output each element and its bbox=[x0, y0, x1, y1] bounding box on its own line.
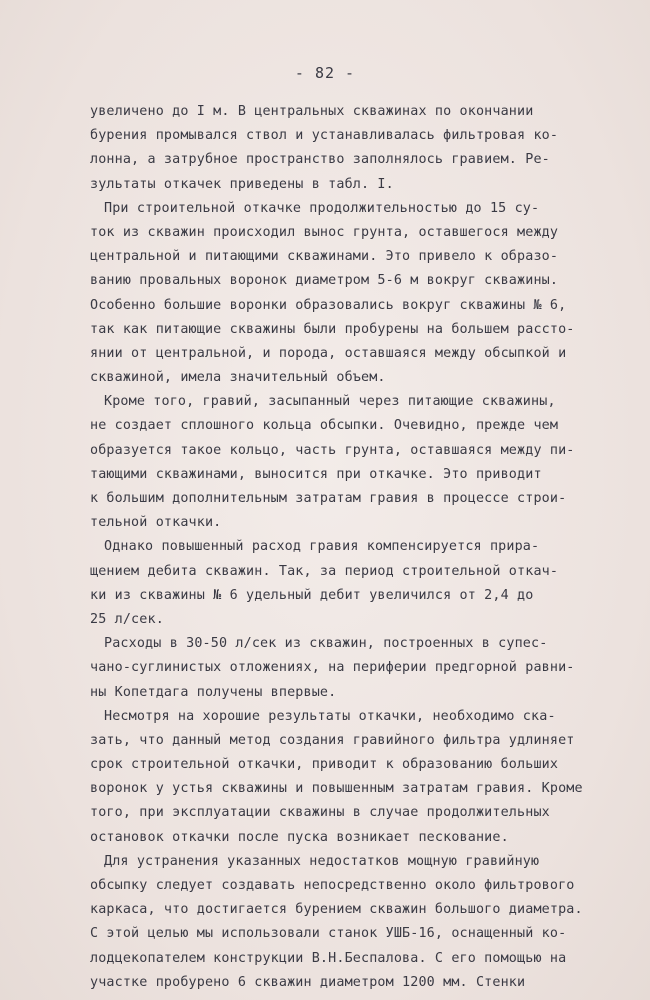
page-number: - 82 - bbox=[294, 64, 356, 82]
text-line: зать, что данный метод создания гравийного фильтра удлиняет bbox=[90, 732, 575, 748]
text-line: к большим дополнительным затратам гравия в процессе строи- bbox=[90, 491, 567, 506]
text-line: каркаса, что достигается бурением скважин большого диаметра. bbox=[90, 902, 583, 918]
text-line: ны Копетдага получены впервые. bbox=[90, 684, 337, 700]
text-line: Расходы в 30-50 л/сек из скважин, построенных в супес- bbox=[104, 636, 548, 652]
text-line: Особенно большие воронки образовались вокруг скважины № 6, bbox=[90, 297, 567, 313]
text-line: скважиной, имела значительный объем. bbox=[90, 370, 386, 386]
text-line: остановок откачки после пуска возникает пескование. bbox=[90, 829, 509, 845]
text-line: Однако повышенный расход гравия компенсируется прира- bbox=[104, 539, 540, 555]
text-line: янии от центральной, и порода, оставшаяся между обсыпкой и bbox=[90, 345, 567, 361]
text-line: воронок у устья скважины и повышенным затратам гравия. Кроме bbox=[90, 781, 583, 797]
text-line: лодцекопателем конструкции В.Н.Беспалова. С его помощью на bbox=[90, 950, 567, 966]
text-line: обсыпку следует создавать непосредственно около фильтрового bbox=[90, 878, 575, 893]
text-line: щением дебита скважин. Так, за период строительной откач- bbox=[90, 563, 559, 579]
text-line: увеличено до I м. В центральных скважинах по окончании bbox=[90, 104, 534, 119]
text-line: тельной откачки. bbox=[90, 515, 222, 531]
text-line: ки из скважины № 6 удельный дебит увеличился от 2,4 до bbox=[90, 587, 534, 603]
text-line: срок строительной откачки, приводит к образованию больших bbox=[90, 757, 559, 773]
text-line: так как питающие скважины были пробурены на большем рассто- bbox=[90, 321, 575, 337]
body-text bbox=[90, 100, 583, 995]
text-line: лонна, а затрубное пространство заполнялось гравием. Ре- bbox=[90, 152, 550, 168]
text-line: Для устранения указанных недостатков мощную гравийную bbox=[104, 853, 540, 869]
text-line: не создает сплошного кольца обсыпки. Очевидно, прежде чем bbox=[90, 418, 559, 434]
text-line: При строительной откачке продолжительностью до 15 су- bbox=[104, 200, 540, 216]
text-line: участке пробурено 6 скважин диаметром 1200 мм. Стенки bbox=[90, 974, 526, 990]
text-line: чано-суглинистых отложениях, на периферии предгорной равни- bbox=[90, 660, 575, 676]
text-line: С этой целью мы использовали станок УШБ-16, оснащенный ко- bbox=[90, 926, 567, 942]
text-line: центральной и питающими скважинами. Это привело к образо- bbox=[90, 249, 559, 265]
text-line: ванию провальных воронок диаметром 5-6 м вокруг скважины. bbox=[90, 273, 559, 289]
text-line: Кроме того, гравий, засыпанный через питающие скважины, bbox=[104, 394, 556, 410]
text-line: 25 л/сек. bbox=[90, 611, 164, 627]
text-line: того, при эксплуатации скважины в случае продолжительных bbox=[90, 805, 550, 821]
text-line: тающими скважинами, выносится при откачке. Это приводит bbox=[90, 466, 542, 482]
text-line: Несмотря на хорошие результаты откачки, необходимо ска- bbox=[104, 708, 556, 724]
text-line: зультаты откачек приведены в табл. I. bbox=[90, 176, 394, 192]
text-line: бурения промывался ствол и устанавливалась фильтровая ко- bbox=[90, 128, 559, 144]
text-line: ток из скважин происходил вынос грунта, оставшегося между bbox=[90, 224, 559, 240]
text-line: образуется такое кольцо, часть грунта, оставшаяся между пи- bbox=[90, 442, 575, 458]
